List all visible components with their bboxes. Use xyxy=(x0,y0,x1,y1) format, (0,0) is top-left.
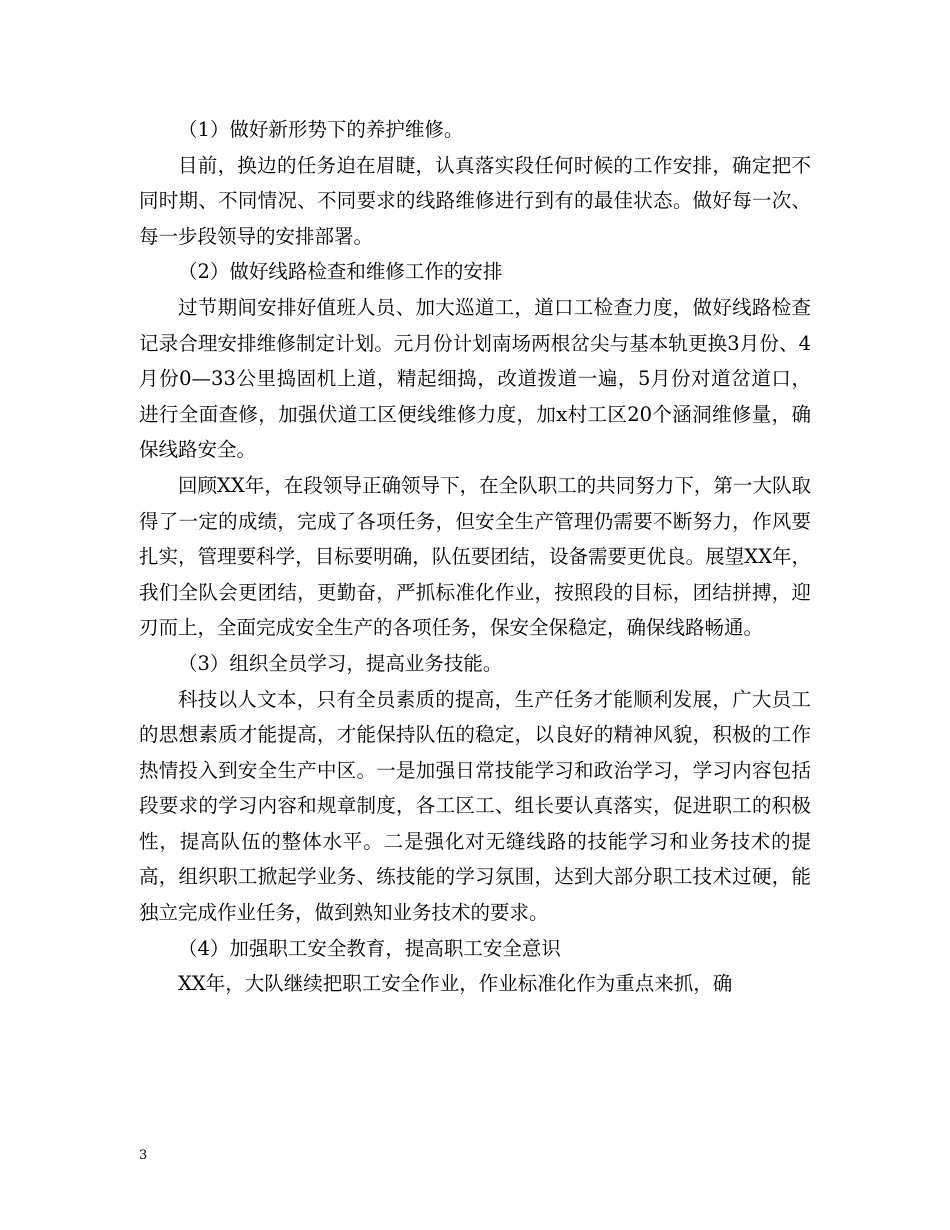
section-heading-1: （1）做好新形势下的养护维修。 xyxy=(178,118,464,141)
paragraph-2: 过节期间安排好值班人员、加大巡道工，道口工检查力度，做好线路检查记录合理安排维修制定计划。元月份计划南场两根岔尖与基本轨更换3月份、4月份0—33公里捣固机上道，精起细捣，改道拨道一遍，5月份对道岔道口，进行全面查修，加强伏道工区便线维修力度，加x村工区20个涵洞维修量，确保线路安全。 xyxy=(139,295,811,462)
paragraph-1: 目前，换边的任务迫在眉睫，认真落实段任何时候的工作安排，确定把不同时期、不同情况、不同要求的线路维修进行到有的最佳状态。做好每一次、每一步段领导的安排部署。 xyxy=(139,153,811,248)
section-heading-2: （2）做好线路检查和维修工作的安排 xyxy=(178,260,503,284)
section-heading-4: （4）加强职工安全教育，提高职工安全意识 xyxy=(178,936,561,960)
paragraph-4: 科技以人文本，只有全员素质的提高，生产任务才能顺利发展，广大员工的思想素质才能提高，才能保持队伍的稳定，以良好的精神风貌，积极的工作热情投入到安全生产中区。一是加强日常技能学习和政治学习，学习内容包括段要求的学习内容和规章制度，各工区工、组长要认真落实，促进职工的积极性，提高队伍的整体水平。二是强化对无缝线路的技能学习和业务技术的提高，组织职工掀起学业务、练技能的学习氛围，达到大部分职工技术过硬，能独立完成作业任务，做到熟知业务技术的要求。 xyxy=(139,687,811,925)
section-heading-3: （3）组织全员学习，提高业务技能。 xyxy=(178,651,503,675)
paragraph-5: XX年，大队继续把职工安全作业，作业标准化作为重点来抓，确 xyxy=(178,972,733,996)
document-body xyxy=(139,112,811,1002)
page-number: 3 xyxy=(139,1148,148,1163)
paragraph-3: 回顾XX年，在段领导正确领导下，在全队职工的共同努力下，第一大队取得了一定的成绩，完成了各项任务，但安全生产管理仍需要不断努力，作风要扎实，管理要科学，目标要明确，队伍要团结，设备需要更优良。展望XX年，我们全队会更团结，更勤奋，严抓标准化作业，按照段的目标，团结拼搏，迎刃而上，全面完成安全生产的各项任务，保安全保稳定，确保线路畅通。 xyxy=(139,473,811,640)
